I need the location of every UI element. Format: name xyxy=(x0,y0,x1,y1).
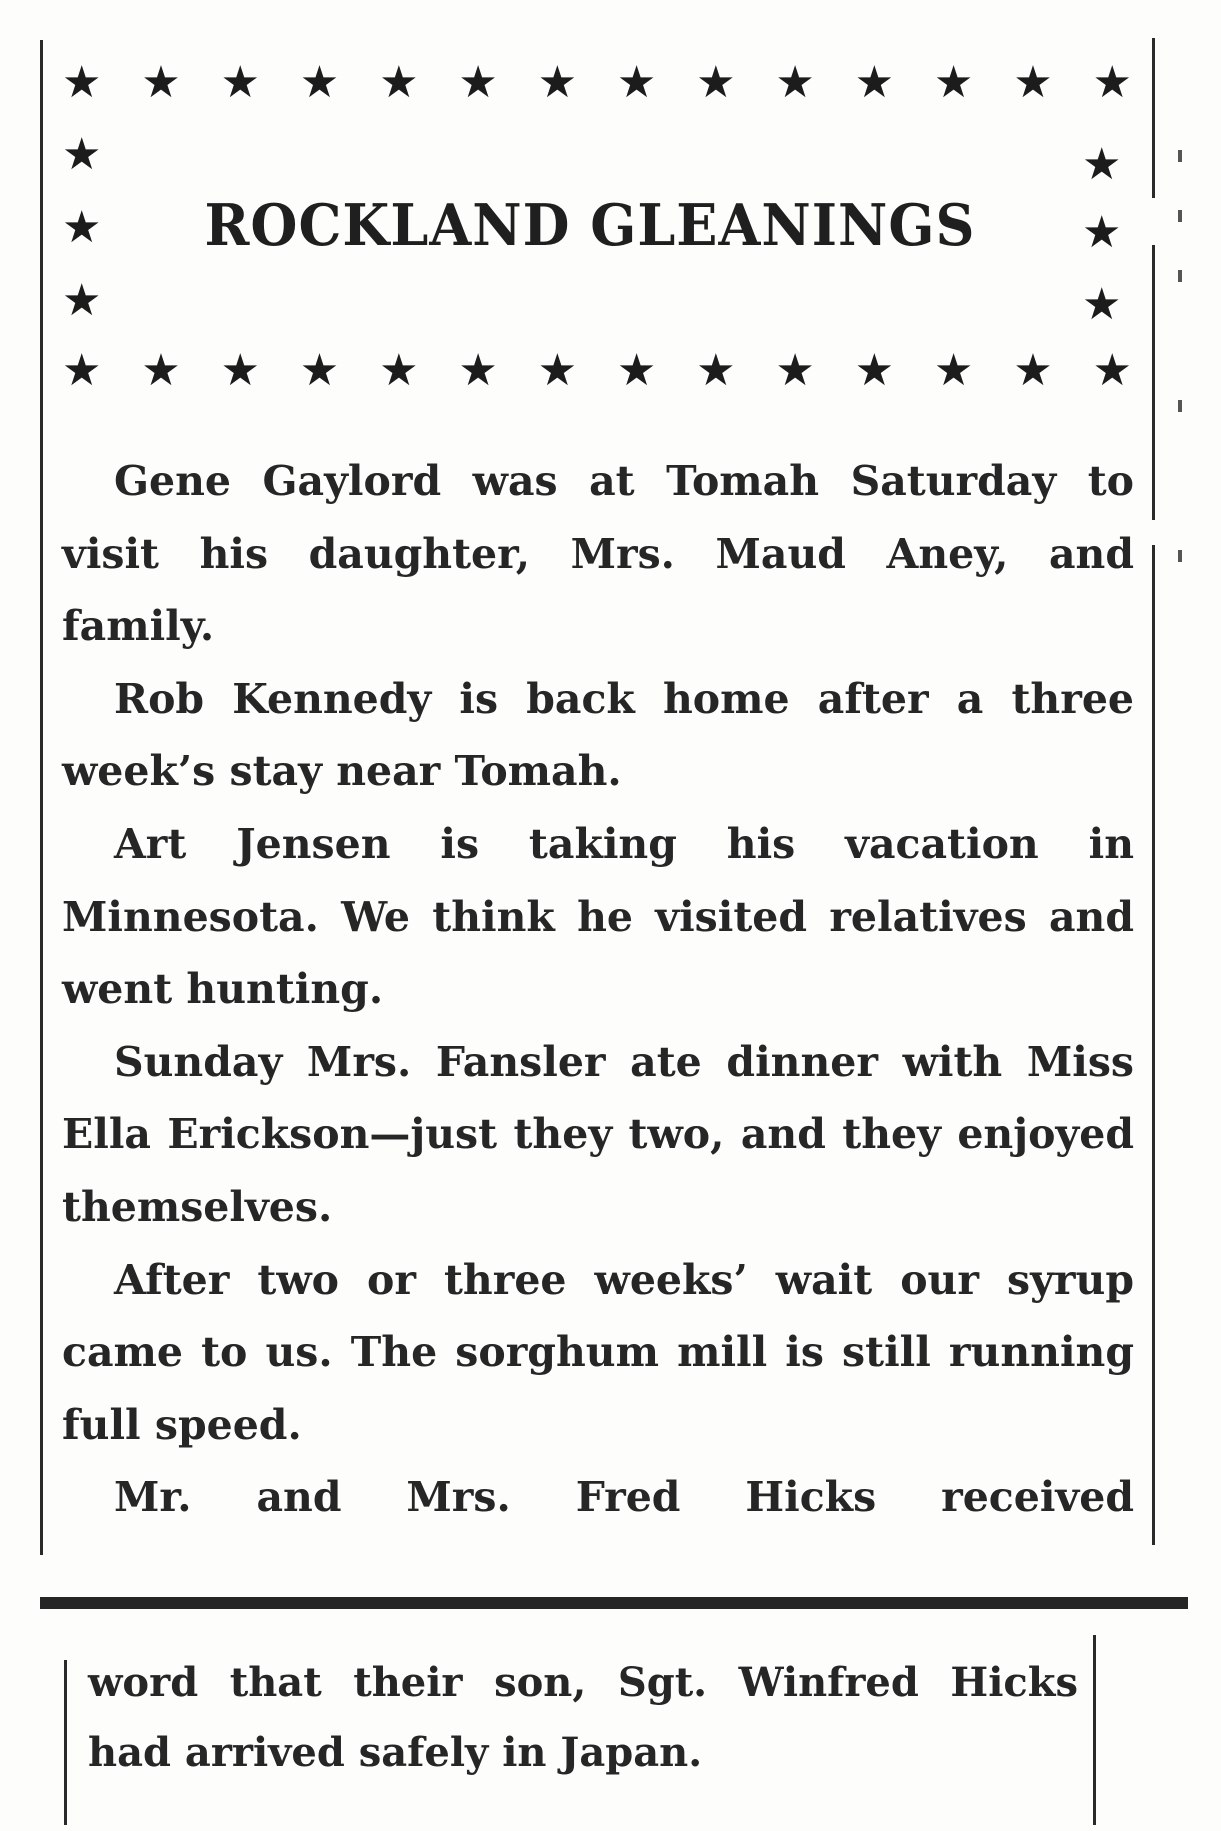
star-icon: ★ xyxy=(1082,279,1122,330)
star-icon: ★ xyxy=(220,345,260,396)
column-rule-right xyxy=(1152,245,1155,520)
column-rule-right xyxy=(1152,38,1155,198)
section-divider xyxy=(40,1597,1188,1609)
star-icon: ★ xyxy=(458,345,498,396)
star-icon: ★ xyxy=(696,57,736,108)
star-icon: ★ xyxy=(696,345,736,396)
news-item: After two or three weeks’ wait our syrup came to us. The sorghum mill is still running full speed. xyxy=(62,1255,1134,1449)
star-icon: ★ xyxy=(854,57,895,108)
star-icon: ★ xyxy=(537,57,578,108)
star-icon: ★ xyxy=(933,57,974,108)
column-rule-left xyxy=(40,40,43,1555)
star-icon: ★ xyxy=(379,345,419,396)
star-icon: ★ xyxy=(299,345,340,396)
star-icon: ★ xyxy=(1013,57,1053,108)
star-icon: ★ xyxy=(537,345,578,396)
star-icon: ★ xyxy=(62,345,102,396)
star-icon: ★ xyxy=(775,57,815,108)
star-icon: ★ xyxy=(775,345,815,396)
continuation-line: had arrived safely in Japan. xyxy=(88,1729,703,1776)
star-border-top xyxy=(62,58,1132,108)
news-item: Gene Gaylord was at Tomah Saturday to visit his daughter, Mrs. Maud Aney, and family. xyxy=(62,457,1134,651)
star-icon: ★ xyxy=(933,345,974,396)
article-body xyxy=(62,445,1134,1534)
star-icon: ★ xyxy=(1082,207,1122,258)
star-icon: ★ xyxy=(1082,139,1122,190)
news-item: Mr. and Mrs. Fred Hicks received xyxy=(114,1473,1134,1522)
star-icon: ★ xyxy=(220,57,260,108)
continuation-line: word that their son, Sgt. Winfred Hicks xyxy=(88,1659,1078,1706)
star-icon: ★ xyxy=(62,129,102,180)
column-rule-left xyxy=(64,1660,67,1825)
star-icon: ★ xyxy=(1092,345,1132,396)
star-icon: ★ xyxy=(62,57,102,108)
news-item: Sunday Mrs. Fansler ate dinner with Miss Ella Erickson—just they two, and they enjoyed themselves. xyxy=(62,1037,1134,1231)
news-item: Rob Kennedy is back home after a three week’s stay near Tomah. xyxy=(62,674,1134,796)
star-border-bottom xyxy=(62,346,1132,396)
star-icon: ★ xyxy=(299,57,340,108)
adjacent-column-edge xyxy=(1178,150,1184,570)
column-rule-right xyxy=(1093,1635,1096,1825)
star-icon: ★ xyxy=(854,345,895,396)
star-icon: ★ xyxy=(141,57,181,108)
star-icon: ★ xyxy=(1092,57,1132,108)
star-icon: ★ xyxy=(616,57,657,108)
column-headline: ROCKLAND GLEANINGS xyxy=(204,191,976,259)
star-icon: ★ xyxy=(458,57,498,108)
star-icon: ★ xyxy=(141,345,181,396)
star-icon: ★ xyxy=(1013,345,1053,396)
article-continuation xyxy=(88,1648,1078,1788)
news-item: Art Jensen is taking his vacation in Minnesota. We think he visited relatives and went hunting. xyxy=(62,819,1134,1014)
star-icon: ★ xyxy=(62,202,102,253)
column-rule-right xyxy=(1152,545,1155,1545)
star-icon: ★ xyxy=(379,57,419,108)
star-icon: ★ xyxy=(616,345,657,396)
star-icon: ★ xyxy=(62,275,102,326)
